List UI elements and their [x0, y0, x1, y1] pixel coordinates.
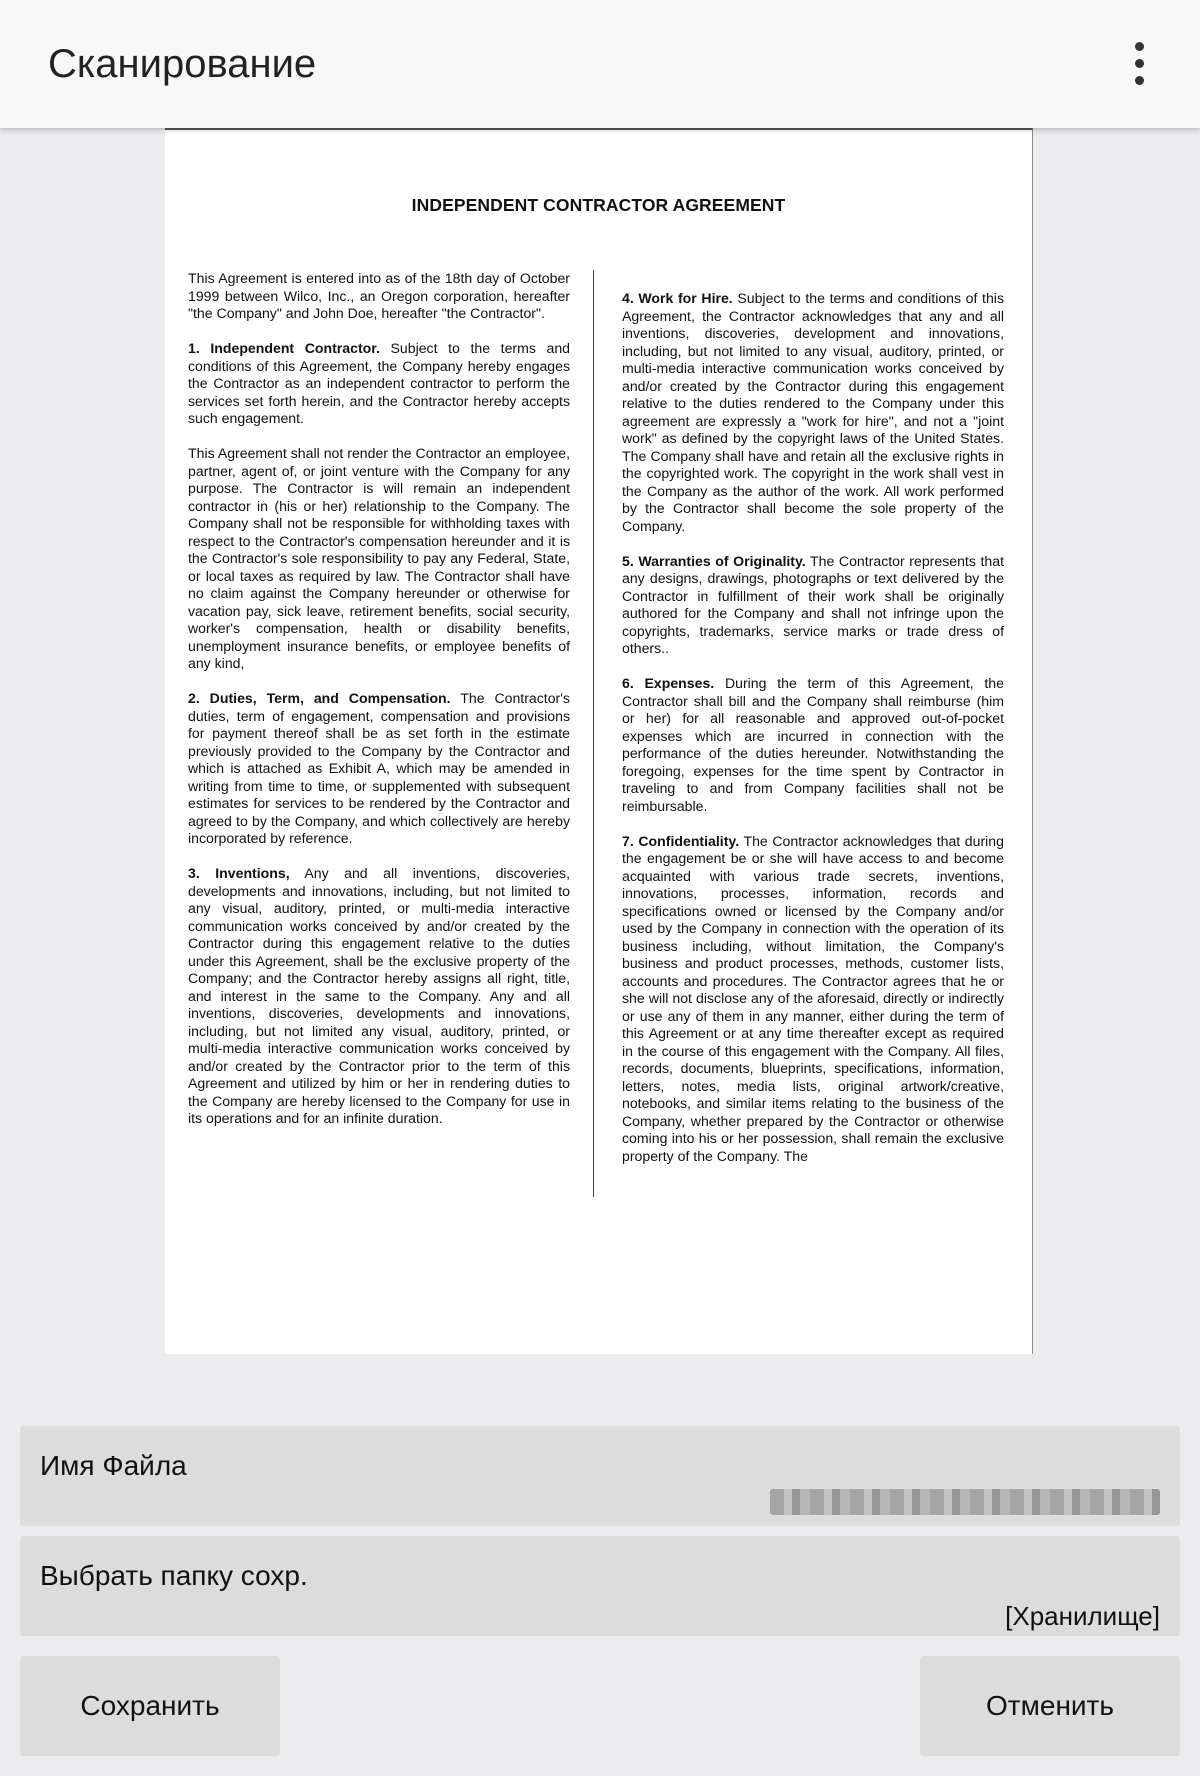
- app-bar: [0, 0, 1200, 128]
- document-title: INDEPENDENT CONTRACTOR AGREEMENT: [411, 195, 786, 215]
- document-paragraph: 6. Expenses. During the term of this Agreement, the Contractor shall bill and the Company shall reimburse (him or her) for all reasonable and approved out-of-pocket expenses which are incurred in connection with the performance of the duties hereunder. Notwithstanding the foregoing, expenses for the time spent by Contractor in traveling to and from Company facilities shall not be reimbursable.: [622, 675, 1004, 814]
- document-paragraph: 7. Confidentiality. The Contractor acknowledges that during the engagement be or she will have access to and become acquainted with various trade secrets, inventions, innovations, processes, information, records and specifications owned or licensed by the Company and/or used by the Company in connection with the operation of its business including, without limitation, the Company's business and product processes, methods, customer lists, accounts and procedures. The Contractor agrees that he or she will not disclose any of the aforesaid, directly or indirectly or use any of them in any manner, either during the term of this Agreement or at any time thereafter except as required in the course of this engagement with the Company. All files, records, documents, blueprints, specifications, information, letters, notes, media lists, original artwork/creative, notebooks, and similar items relating to the business of the Company, whether prepared by the Contractor or otherwise coming into his or her possession, shall remain the exclusive property of the Company. The: [622, 832, 1004, 1164]
- more-vertical-icon[interactable]: [1120, 36, 1160, 92]
- filename-label: Имя Файла: [40, 1450, 187, 1481]
- save-folder-label: Выбрать папку сохр.: [40, 1560, 308, 1591]
- filename-value-redacted: [770, 1489, 1160, 1522]
- save-button[interactable]: Сохранить: [20, 1656, 280, 1756]
- document-paragraph: This Agreement is entered into as of the 18th day of October 1999 between Wilco, Inc., an Oregon corporation, hereafter "the Company" and John Doe, hereafter "the Contractor".: [188, 270, 570, 321]
- document-paragraph: 1. Independent Contractor. Subject to the terms and conditions of this Agreement, the Company hereby engages the Contractor as an independent contractor to perform the services set forth herein, and the Contractor hereby accepts such engagement.: [188, 340, 570, 426]
- document-paragraph: 4. Work for Hire. Subject to the terms and conditions of this Agreement, the Contractor acknowledges that any and all inventions, discoveries, development and innovations, including, but not limited to any visual, auditory, printed, or multi-media interactive communication works conceived by and/or created by the Contractor during this engagement relative to the duties rendered to the Company under this agreement are expressly a "work for hire", and not a "joint work" as defined by the copyright laws of the United States. The Company shall have and retain all the exclusive rights in the copyrighted work. The copyright in the work shall vest in the Company as the author of the work. All work performed by the Contractor shall become the sole property of the Company.: [622, 290, 1004, 534]
- filename-field[interactable]: [20, 1426, 1180, 1526]
- document-left-column: [188, 270, 570, 1145]
- save-folder-field[interactable]: [20, 1536, 1180, 1636]
- document-paragraph: 3. Inventions, Any and all inventions, discoveries, developments and innovations, including, but not limited to any visual, auditory, printed, or multi-media interactive communication works conceived by and/or created by the Contractor during this engagement relative to the duties under this Agreement, shall be the exclusive property of the Company; and the Contractor hereby assigns all right, title, and interest in the same to the Company. Any and all inventions, discoveries, developments and innovations, including, but not limited any visual, auditory, printed, or multi-media interactive communication works conceived by and/or created by the Contractor prior to the term of this Agreement and utilized by him or her in rendering duties to the Company are hereby licensed to the Company for use in its operations and for an infinite duration.: [188, 865, 571, 1126]
- document-paragraph: 5. Warranties of Originality. The Contractor represents that any designs, drawings, photographs or text delivered by the Contractor in fulfillment of their work shall be originally authored for the Company and shall not infringe upon the copyrights, trademarks, service marks or trade dress of others..: [622, 552, 1004, 656]
- save-folder-value: [Хранилище]: [1005, 1601, 1160, 1631]
- scan-preview: [165, 128, 1033, 1354]
- cancel-button[interactable]: Отменить: [920, 1656, 1180, 1756]
- document-paragraph: This Agreement shall not render the Contractor an employee, partner, agent of, or joint venture with the Company for any purpose. The Contractor is will remain an independent contractor in (his or her) relationship to the Company. The Company shall not be responsible for withholding taxes with respect to the Contractor's compensation hereunder and it is the Contractor's sole responsibility to pay any Federal, State, or local taxes as required by law. The Contractor shall have no claim against the Company hereunder or otherwise for vacation pay, sick leave, retirement benefits, social security, worker's compensation, health or disability benefits, unemployment insurance benefits, or employee benefits of any kind,: [188, 445, 570, 671]
- page-title: Сканирование: [48, 42, 317, 86]
- column-divider: [593, 270, 594, 1197]
- document-right-column: [622, 290, 1004, 1183]
- document-paragraph: 2. Duties, Term, and Compensation. The Contractor's duties, term of engagement, compensation and provisions for payment thereof shall be as set forth in the estimate previously provided to the Company by the Contractor and which is attached as Exhibit A, which may be amended in writing from time to time, or supplemented with subsequent estimates for services to be rendered by the Contractor and agreed to by the Company, and which collectively are hereby incorporated by reference.: [188, 690, 570, 846]
